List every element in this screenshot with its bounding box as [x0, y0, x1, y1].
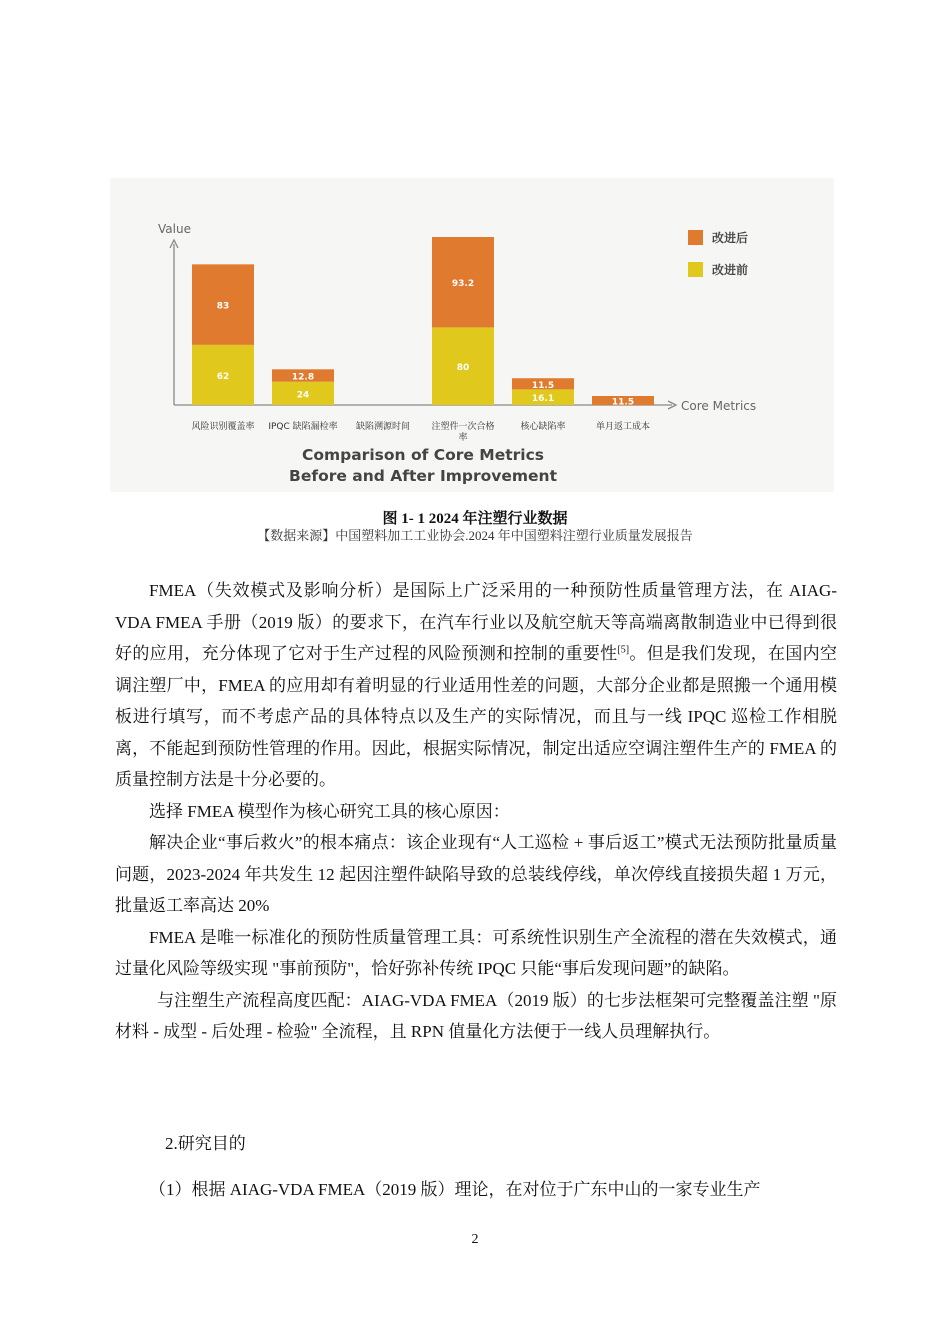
legend-swatch-1	[688, 262, 703, 277]
section-heading: 2.研究目的	[165, 1134, 246, 1153]
body-text	[115, 575, 837, 1048]
y-axis-title: Value	[158, 222, 191, 236]
stacked-bar-chart	[110, 178, 834, 492]
bar-label-before-3: 80	[456, 363, 470, 374]
figure-caption: 图 1- 1 2024 年注塑行业数据	[382, 511, 568, 527]
list-item-1: （1）根据 AIAG-VDA FMEA（2019 版）理论，在对位于广东中山的一家专业生产	[149, 1180, 761, 1199]
paragraph-reason-3: 与注塑生产流程高度匹配：AIAG-VDA FMEA（2019 版）的七步法框架可完整覆盖注塑 "原材料 - 成型 - 后处理 - 检验" 全流程，且 RPN 值量化方法便于一线人员理解执行。	[115, 990, 837, 1041]
bar-label-after-3: 93.2	[451, 279, 475, 290]
bar-label-before-4: 16.1	[531, 394, 555, 405]
paragraph-reason-1: 解决企业“事后救火”的根本痛点：该企业现有“人工巡检 + 事后返工”模式无法预防批量质量问题，2023-2024 年共发生 12 起因注塑件缺陷导致的总装线停线，单次停线直接损失超 1 万元，批量返工率高达 20%	[115, 833, 837, 915]
data-source-note: 【数据来源】中国塑料加工工业协会.2024 年中国塑料注塑行业质量发展报告	[257, 528, 693, 543]
paragraph-reason-2: FMEA 是唯一标准化的预防性质量管理工具：可系统性识别生产全流程的潜在失效模式，通过量化风险等级实现 "事前预防"，恰好弥补传统 IPQC 只能“事后发现问题”的缺陷。	[115, 927, 837, 978]
page-number: 2	[471, 1232, 479, 1247]
paragraph-reason-title: 选择 FMEA 模型作为核心研究工具的核心原因：	[149, 801, 510, 821]
category-label-3: 注塑件一次合格	[431, 422, 495, 432]
chart-figure	[110, 178, 834, 492]
bar-label-before-0: 62	[216, 371, 230, 382]
category-label-3-line1: 率	[458, 433, 468, 443]
bar-label-after-4: 11.5	[531, 380, 555, 391]
bar-label-after-1: 12.8	[291, 372, 315, 383]
legend-label-1: 改进前	[712, 263, 749, 277]
category-label-0: 风险识别覆盖率	[191, 422, 255, 432]
chart-title-line-0: Comparison of Core Metrics	[301, 446, 545, 464]
bar-label-before-1: 24	[296, 390, 310, 401]
bar-label-after-0: 83	[216, 301, 230, 312]
x-axis-title: Core Metrics	[681, 399, 757, 413]
section-heading-block	[115, 1128, 837, 1160]
bar-label-after-5: 11.5	[611, 397, 635, 408]
category-label-5: 单月返工成本	[595, 422, 651, 432]
paragraph-fmea-intro: FMEA（失效模式及影响分析）是国际上广泛采用的一种预防性质量管理方法，在 AIAG-VDA FMEA 手册（2019 版）的要求下，在汽车行业以及航空航天等高端离散制造业中已得到很好的应用，充分体现了它对于生产过程的风险预测和控制的重要性[5]。但是我们发现，在国内空调注塑厂中，FMEA 的应用却有着明显的行业适用性差的问题，大部分企业都是照搬一个通用模板进行填写，而不考虑产品的具体特点以及生产的实际情况，而且与一线 IPQC 巡检工作相脱离，不能起到预防性管理的作用。因此，根据实际情况，制定出适应空调注塑件生产的 FMEA 的质量控制方法是十分必要的。	[115, 581, 838, 789]
chart-title-line-1: Before and After Improvement	[289, 467, 557, 485]
citation-ref: [5]	[617, 644, 630, 656]
list-block	[115, 1174, 837, 1206]
legend-swatch-0	[688, 230, 703, 245]
category-label-2: 缺陷溯源时间	[355, 422, 411, 432]
category-label-1: IPQC 缺陷漏检率	[268, 422, 338, 432]
legend-label-0: 改进后	[712, 231, 749, 245]
category-label-4: 核心缺陷率	[520, 422, 566, 432]
